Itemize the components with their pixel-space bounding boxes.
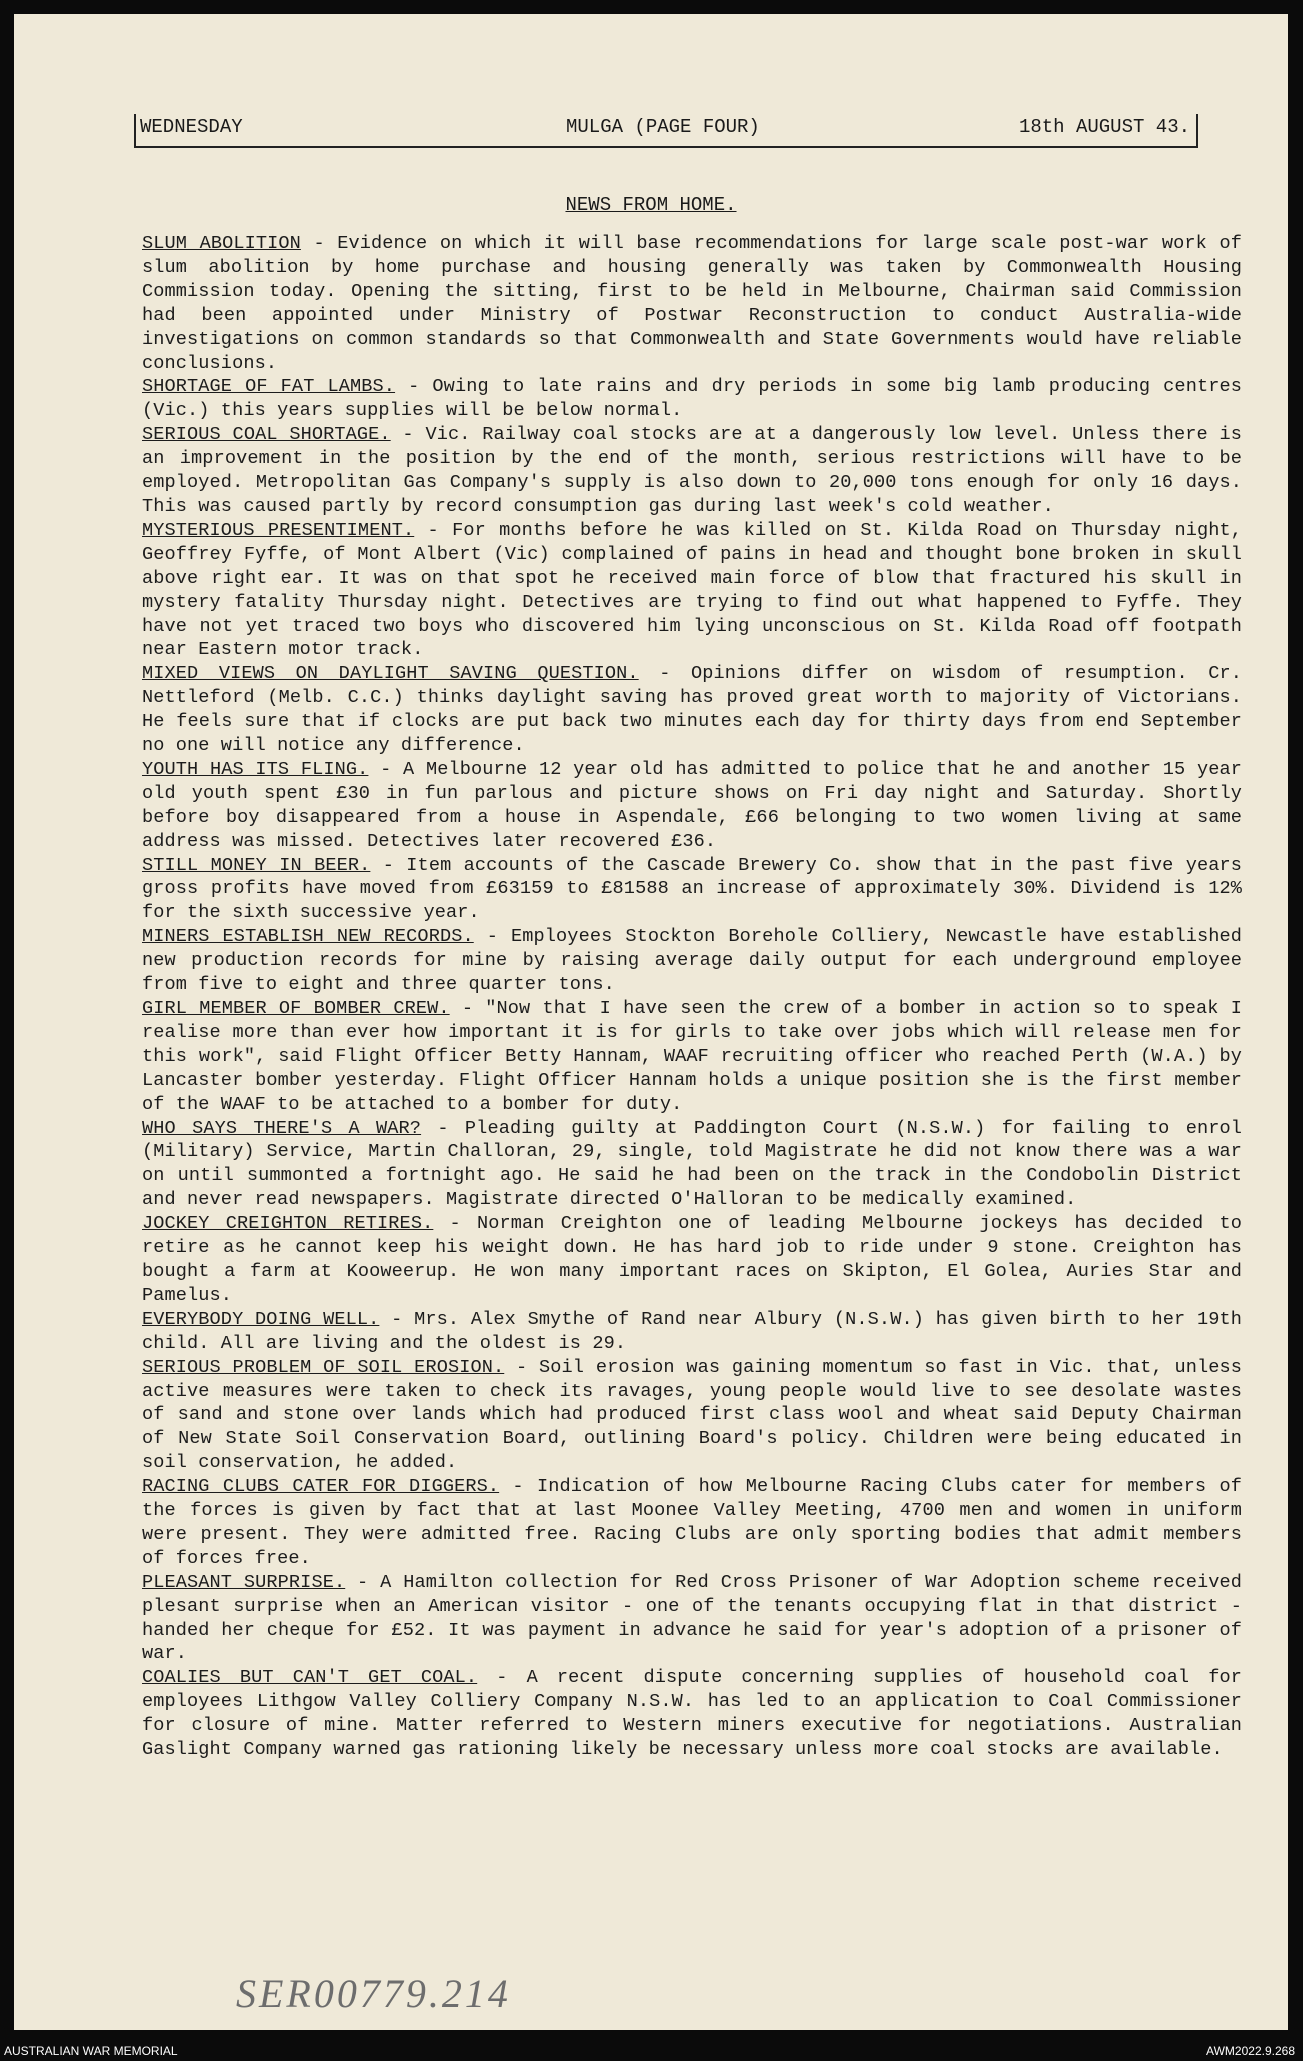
article-text: A recent dispute concerning supplies of household coal for employees Lithgow Valley Colliery Company N.S.W. has led to an application to Coal Commissioner for closure of mine. Matter referred to Western miners executive for negotiations. Australian Gaslight Company warned gas rationing likely be necessary unless more coal stocks are available. (142, 1667, 1243, 1761)
article-heading: RACING CLUBS CATER FOR DIGGERS. (142, 1476, 500, 1498)
article-money-in-beer: STILL MONEY IN BEER. - Item accounts of the Cascade Brewery Co. show that in the past five years gross profits have moved from £63159 to £81588 an increase of approximately 30%. Dividend is 12% for the sixth successive year. (142, 854, 1243, 924)
article-text: Soil erosion was gaining momentum so fast in Vic. that, unless active measures were taken to check its ravages, young people would live to see desolate wastes of sand and stone over lands which had produced first class wool and wheat said Deputy Chairman of New State Soil Conservation Board, outlining Board's policy. Children were being educated in soil conservation, he added. (142, 1356, 1243, 1474)
article-heading: WHO SAYS THERE'S A WAR? (142, 1117, 422, 1139)
article-text: Norman Creighton one of leading Melbourne jockeys has decided to retire as he cannot keep his weight down. He has hard job to ride under 9 stone. Creighton has bought a farm at Kooweerup. He won many important races on Skipton, El Golea, Auries Star and Pamelus. (142, 1213, 1243, 1306)
article-heading: SHORTAGE OF FAT LAMBS. (142, 376, 396, 398)
article-who-says-war: WHO SAYS THERE'S A WAR? - Pleading guilty at Paddington Court (N.S.W.) for failing to enrol (Military) Service, Martin Challoran, 29, single, told Magistrate he did not know there was a war on until summonted a fortnight ago. He said he had been on the track in the Condobolin District and never read newspapers. Magistrate directed O'Halloran to be medically examined. (142, 1117, 1242, 1211)
article-miners-records: MINERS ESTABLISH NEW RECORDS. - Employees Stockton Borehole Colliery, Newcastle have established new production records for mine by raising average daily output for each underground employee from five to eight and three quarter tons. (142, 926, 1243, 996)
article-text: "Now that I have seen the crew of a bomber in action so to speak I realise more than ever how important it is for girls to take over jobs which will release men for this work", said Flight Officer Betty Hannam, WAAF recruiting officer who reached Perth (W.A.) by Lancaster bomber yesterday. Flight Officer Hannam holds a unique position she is the first member of the WAAF to be attached to a bomber for duty. (142, 998, 1242, 1115)
footer-institution: AUSTRALIAN WAR MEMORIAL (4, 2044, 178, 2058)
article-text: A Hamilton collection for Red Cross Prisoner of War Adoption scheme received plesant surprise when an American visitor - one of the tenants occupying flat in that district - handed her cheque for £52. It was payment in advance he said for year's adoption of a prisoner of war. (142, 1571, 1242, 1665)
article-heading: MYSTERIOUS PRESENTIMENT. (142, 519, 415, 541)
article-text: Opinions differ on wisdom of resumption. Cr. Nettleford (Melb. C.C.) thinks daylight saving has proved great worth to majority of Victorians. He feels sure that if clocks are put back two minutes each day for thirty days from end September no one will notice any difference. (142, 663, 1242, 757)
article-youth-fling: YOUTH HAS ITS FLING. - A Melbourne 12 year old has admitted to police that he and another 15 year old youth spent £30 in fun parlous and picture shows on Fri day night and Saturday. Shortly before boy disappeared from a house in Aspendale, £66 belonging to two women living at same address was missed. Detectives later recovered £36. (142, 758, 1242, 852)
article-heading: GIRL MEMBER OF BOMBER CREW. (142, 998, 450, 1019)
article-jockey-retires: JOCKEY CREIGHTON RETIRES. - Norman Creighton one of leading Melbourne jockeys has decided to retire as he cannot keep his weight down. He has hard job to ride under 9 stone. Creighton has bought a farm at Kooweerup. He won many important races on Skipton, El Golea, Auries Star and Pamelus. (142, 1213, 1243, 1306)
article-text: Vic. Railway coal stocks are at a dangerously low level. Unless there is an improvement in the position by the end of the month, serious restrictions will have to be employed. Metropolitan Gas Company's supply is also down to 20,000 tons enough for only 16 days. This was caused partly by record consumption gas during last week's cold weather. (142, 424, 1242, 517)
article-text: For months before he was killed on St. Kilda Road on Thursday night, Geoffrey Fyffe, of Mont Albert (Vic) complained of pains in head and thought bone broken in skull above right ear. It was on that spot he received main force of blow that fractured his skull in mystery fatality Thursday night. Detectives are trying to find out what happened to Fyffe. They have not yet traced two boys who discovered him lying unconscious on St. Kilda Road off footpath near Eastern motor track. (142, 519, 1242, 661)
article-pleasant-surprise: PLEASANT SURPRISE. - A Hamilton collection for Red Cross Prisoner of War Adoption scheme received plesant surprise when an American visitor - one of the tenants occupying flat in that district - handed her cheque for £52. It was payment in advance he said for year's adoption of a prisoner of war. (142, 1571, 1242, 1665)
handwritten-reference: SER00779.214 (236, 1971, 511, 2016)
article-text: Employees Stockton Borehole Colliery, Newcastle have established new production records for mine by raising average daily output for each underground employee from five to eight and three quarter tons. (142, 926, 1243, 996)
article-daylight-saving: MIXED VIEWS ON DAYLIGHT SAVING QUESTION. - Opinions differ on wisdom of resumption. Cr. Nettleford (Melb. C.C.) thinks daylight saving has proved great worth to majority of Victorians. He feels sure that if clocks are put back two minutes each day for thirty days from end September no one will notice any difference. (142, 663, 1242, 757)
article-heading: SLUM ABOLITION (142, 233, 301, 254)
article-mysterious-presentiment: MYSTERIOUS PRESENTIMENT. - For months before he was killed on St. Kilda Road on Thursday night, Geoffrey Fyffe, of Mont Albert (Vic) complained of pains in head and thought bone broken in skull above right ear. It was on that spot he received main force of blow that fractured his skull in mystery fatality Thursday night. Detectives are trying to find out what happened to Fyffe. They have not yet traced two boys who discovered him lying unconscious on St. Kilda Road off footpath near Eastern motor track. (142, 519, 1242, 661)
article-coalies: COALIES BUT CAN'T GET COAL. - A recent dispute concerning supplies of household coal for employees Lithgow Valley Colliery Company N.S.W. has led to an application to Coal Commissioner for closure of mine. Matter referred to Western miners executive for negotiations. Australian Gaslight Company warned gas rationing likely be necessary unless more coal stocks are available. (142, 1667, 1243, 1761)
article-bomber-crew: GIRL MEMBER OF BOMBER CREW. - "Now that I have seen the crew of a bomber in action so to speak I realise more than ever how important it is for girls to take over jobs which will release men for this work", said Flight Officer Betty Hannam, WAAF recruiting officer who reached Perth (W.A.) by Lancaster bomber yesterday. Flight Officer Hannam holds a unique position she is the first member of the WAAF to be attached to a bomber for duty. (142, 998, 1242, 1115)
article-heading: MINERS ESTABLISH NEW RECORDS. (142, 926, 474, 948)
article-text: A Melbourne 12 year old has admitted to police that he and another 15 year old youth spent £30 in fun parlous and picture shows on Fri day night and Saturday. Shortly before boy disappeared from a house in Aspendale, £66 belonging to two women living at same address was missed. Detectives later recovered £36. (142, 758, 1242, 852)
news-articles (142, 232, 1242, 1762)
article-soil-erosion: SERIOUS PROBLEM OF SOIL EROSION. - Soil erosion was gaining momentum so fast in Vic. that, unless active measures were taken to check its ravages, young people would live to see desolate wastes of sand and stone over lands which had produced first class wool and wheat said Deputy Chairman of New State Soil Conservation Board, outlining Board's policy. Children were being educated in soil conservation, he added. (142, 1356, 1243, 1474)
article-text: Item accounts of the Cascade Brewery Co. show that in the past five years gross profits have moved from £63159 to £81588 an increase of approximately 30%. Dividend is 12% for the sixth successive year. (142, 854, 1243, 924)
article-heading: MIXED VIEWS ON DAYLIGHT SAVING QUESTION. (142, 663, 639, 685)
article-heading: COALIES BUT CAN'T GET COAL. (142, 1667, 478, 1689)
article-slum-abolition: SLUM ABOLITION - Evidence on which it will base recommendations for large scale post-war work of slum abolition by home purchase and housing generally was taken by Commonwealth Housing Commission today. Opening the sitting, first to be held in Melbourne, Chairman said Commission had been appointed under Ministry of Postwar Reconstruction to conduct Australia-wide investigations on common standards so that Commonwealth and State Governments would have reliable conclusions. (142, 233, 1242, 374)
article-heading: EVERYBODY DOING WELL. (142, 1308, 380, 1330)
article-text: Indication of how Melbourne Racing Clubs cater for members of the forces is given by fact that at last Moonee Valley Meeting, 4700 men and women in uniform were present. They were admitted free. Racing Clubs are only sporting bodies that admit members of forces free. (142, 1476, 1242, 1569)
article-heading: PLEASANT SURPRISE. (142, 1571, 346, 1593)
article-racing-clubs: RACING CLUBS CATER FOR DIGGERS. - Indication of how Melbourne Racing Clubs cater for members of the forces is given by fact that at last Moonee Valley Meeting, 4700 men and women in uniform were present. They were admitted free. Racing Clubs are only sporting bodies that admit members of forces free. (142, 1476, 1242, 1569)
article-heading: SERIOUS COAL SHORTAGE. (142, 424, 391, 446)
document-page (14, 14, 1288, 2030)
section-title: NEWS FROM HOME. (565, 194, 737, 216)
article-fat-lambs: SHORTAGE OF FAT LAMBS. - Owing to late rains and dry periods in some big lamb producing centres (Vic.) this years supplies will be below normal. (142, 376, 1242, 422)
article-heading: STILL MONEY IN BEER. (142, 854, 371, 876)
article-text: Pleading guilty at Paddington Court (N.S.W.) for failing to enrol (Military) Service, Martin Challoran, 29, single, told Magistrate he did not know there was a war on until summonted a fortnight ago. He said he had been on the track in the Condobolin District and never read newspapers. Magistrate directed O'Halloran to be medically examined. (142, 1117, 1242, 1211)
article-text: Owing to late rains and dry periods in some big lamb producing centres (Vic.) this years supplies will be below normal. (142, 376, 1242, 422)
article-doing-well: EVERYBODY DOING WELL. - Mrs. Alex Smythe of Rand near Albury (N.S.W.) has given birth to her 19th child. All are living and the oldest is 29. (142, 1308, 1242, 1354)
header-day: WEDNESDAY (140, 116, 243, 138)
header-title: MULGA (PAGE FOUR) (566, 116, 760, 138)
article-heading: YOUTH HAS ITS FLING. (142, 758, 369, 780)
footer-accession-number: AWM2022.9.268 (1206, 2044, 1295, 2058)
page-header (134, 114, 1198, 148)
article-coal-shortage: SERIOUS COAL SHORTAGE. - Vic. Railway coal stocks are at a dangerously low level. Unless there is an improvement in the position by the end of the month, serious restrictions will have to be employed. Metropolitan Gas Company's supply is also down to 20,000 tons enough for only 16 days. This was caused partly by record consumption gas during last week's cold weather. (142, 424, 1242, 517)
header-date: 18th AUGUST 43. (1018, 116, 1190, 138)
article-heading: JOCKEY CREIGHTON RETIRES. (142, 1213, 434, 1235)
article-text: Evidence on which it will base recommendations for large scale post-war work of slum abolition by home purchase and housing generally was taken by Commonwealth Housing Commission today. Opening the sitting, first to be held in Melbourne, Chairman said Commission had been appointed under Ministry of Postwar Reconstruction to conduct Australia-wide investigations on common standards so that Commonwealth and State Governments would have reliable conclusions. (142, 233, 1242, 374)
article-text: Mrs. Alex Smythe of Rand near Albury (N.S.W.) has given birth to her 19th child. All are living and the oldest is 29. (142, 1308, 1242, 1354)
article-heading: SERIOUS PROBLEM OF SOIL EROSION. (142, 1356, 505, 1378)
